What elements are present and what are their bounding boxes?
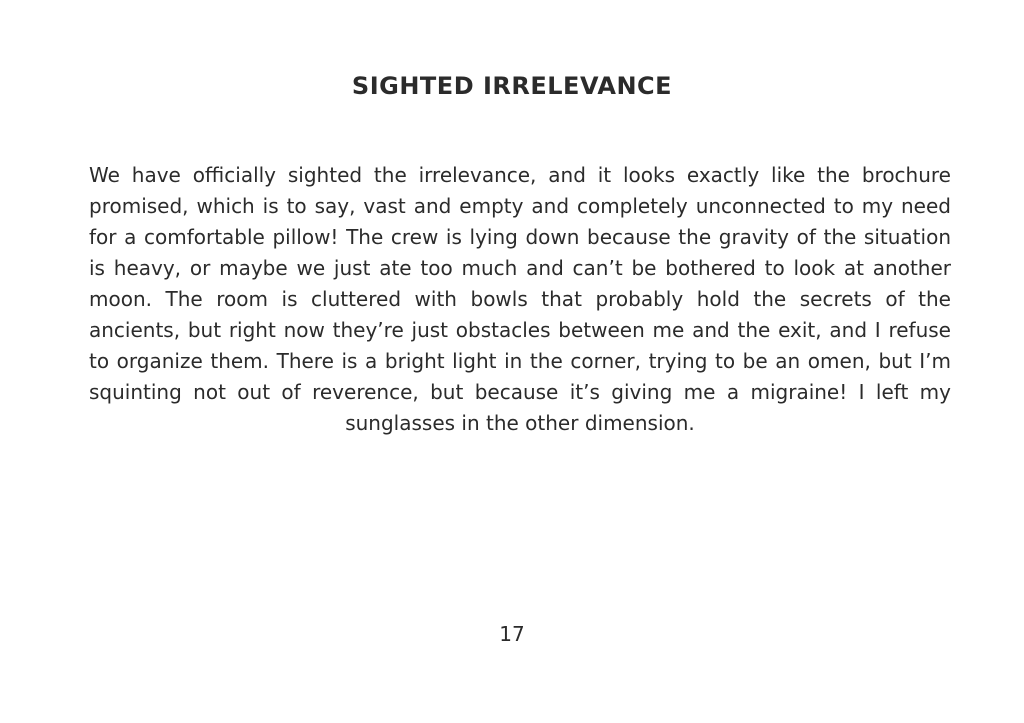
body-paragraph: We have officially sighted the irrelevance, and it looks exactly like the brochure promised, which is to say, vast and empty and completely unconnected to my need for a comfortable pillow! The crew is lying down because the gravity of the situation is heavy, or maybe we just ate too much and can’t be bothered to look at another moon. The room is cluttered with bowls that probably hold the secrets of the ancients, but right now they’re just obstacles between me and the exit, and I refuse to organize them. There is a bright light in the corner, trying to be an omen, but I’m squinting not out of reverence, but because it’s giving me a migraine! I left my sunglasses in the other dimension. — [89, 163, 951, 435]
page-number: 17 — [499, 622, 525, 646]
chapter-title: SIGHTED IRRELEVANCE — [351, 72, 673, 100]
